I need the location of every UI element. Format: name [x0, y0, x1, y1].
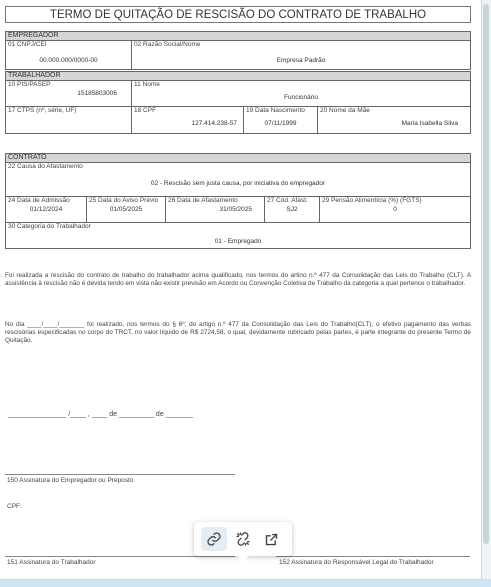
cnpj-label: 01 CNPJ/CEI — [8, 41, 47, 48]
link-button[interactable] — [201, 527, 227, 551]
pensao-label: 29 Pensão Alimentícia (%) (FGTS) — [322, 197, 422, 204]
ctps-label: 17 CTPS (nº, série, UF) — [8, 107, 77, 114]
trabalhador-signature-line — [5, 556, 235, 557]
unlink-icon — [235, 531, 251, 547]
responsavel-signature-label: 152 Assinatura do Responsável Legal do Trabalhador — [279, 559, 434, 566]
trabalhador-signature-label: 151 Assinatura do Trabalhador — [7, 559, 96, 566]
admissao-label: 24 Data de Admissão — [8, 197, 70, 204]
empregador-header: EMPREGADOR — [6, 32, 471, 41]
responsavel-signature-line — [276, 556, 470, 557]
open-external-icon — [264, 532, 279, 547]
categoria-cell — [6, 223, 471, 249]
pensao-value: 0 — [393, 206, 397, 213]
mae-value: Maria Isabella Silva — [401, 120, 458, 127]
cpf-cell — [132, 107, 244, 134]
causa-cell — [6, 163, 471, 197]
contrato-header: CONTRATO — [6, 154, 471, 163]
empregador-section — [5, 31, 471, 70]
cpf-label: 18 CPF — [134, 107, 157, 114]
nascimento-cell — [244, 107, 318, 134]
pensao-cell — [320, 197, 471, 223]
open-link-button[interactable] — [259, 527, 285, 551]
aviso-label: 25 Data do Aviso Prévio — [89, 197, 159, 204]
nome-cell — [132, 81, 471, 107]
cod-afast-label: 27 Cód. Afast. — [267, 197, 308, 204]
pis-value: 15185803006 — [77, 90, 117, 97]
quitacao-paragraph: Foi realizada a rescisão do contrato de trabalho do trabalhador acima qualificado, nos termos do artino n.º 477 da Consolidação das Leis do Trabalho (CLT). A assistência à rescisão não é devida tendo em vista não existir previsão em Acordo ou Convenção Coletiva de Trabalho da categoria a qual pertence o trabalhador. — [5, 272, 471, 287]
categoria-label: 30 Categoria do Trabalhador — [8, 223, 91, 230]
causa-value: 02 - Rescisão sem justa causa, por iniciativa do empregador — [150, 180, 326, 187]
contrato-section — [5, 153, 471, 249]
razao-cell — [132, 41, 471, 70]
trabalhador-header: TRABALHADOR — [6, 72, 471, 81]
nascimento-value: 07/11/1999 — [264, 120, 297, 127]
categoria-value: 01 - Empregado — [214, 238, 262, 245]
nome-label: 11 Nome — [134, 81, 160, 88]
scrollbar-thumb[interactable] — [483, 4, 489, 544]
razao-label: 02 Razão Social/Nome — [134, 41, 201, 48]
mae-label: 20 Nome da Mãe — [320, 107, 370, 114]
trabalhador-section — [5, 71, 471, 134]
cnpj-cell — [6, 41, 132, 70]
cpf-signature-label: CPF: — [7, 503, 22, 510]
pis-cell — [6, 81, 132, 107]
pagamento-paragraph: No dia ____/____/_______ foi realizado, nos termos do § 6º, do artigo n.º 477 da Consolidação das Leis do Trabalho(CLT), o efetivo pagamento das verbas rescisórias especificadas no corpo do TRCT, no valor líquido de R$ 2724,58, o qual, devidamente rubricado pelas partes, é parte integrante do presente Termo de Quitação. — [5, 321, 471, 344]
date-line: _______________ /____ , ____ de _________ de _______ — [8, 411, 193, 418]
link-toolbar — [194, 522, 292, 556]
razao-value: Empresa Padrão — [276, 57, 326, 64]
admissao-cell — [6, 197, 87, 223]
admissao-value: 01/12/2024 — [29, 206, 63, 213]
vertical-scrollbar[interactable] — [482, 0, 491, 579]
nascimento-label: 19 Data Nascimento — [246, 107, 305, 114]
afastamento-value: 31/05/2025 — [219, 206, 252, 213]
aviso-value: 01/05/2025 — [109, 206, 143, 213]
aviso-cell — [87, 197, 166, 223]
mae-cell — [318, 107, 471, 134]
pis-label: 10 PIS/PASEP — [8, 81, 51, 88]
cpf-value: 127.414.238-57 — [191, 120, 237, 127]
link-icon — [206, 531, 222, 547]
document-title: TERMO DE QUITAÇÃO DE RESCISÃO DO CONTRATO DE TRABALHO — [5, 6, 471, 23]
causa-label: 22 Causa do Afastamento — [8, 163, 83, 170]
afastamento-cell — [166, 197, 265, 223]
nome-value: Funcionário — [284, 94, 318, 101]
empregador-signature-label: 150 Assinatura do Empregador ou Preposto — [7, 477, 134, 484]
empregador-signature-line — [5, 474, 235, 475]
unlink-button[interactable] — [230, 527, 256, 551]
cod-afast-value: SJ2 — [286, 206, 298, 213]
cod-afast-cell — [265, 197, 320, 223]
afastamento-label: 26 Data de Afastamento — [168, 197, 238, 204]
ctps-cell — [6, 107, 132, 134]
cnpj-value: 00.000.000/0000-00 — [39, 57, 98, 64]
